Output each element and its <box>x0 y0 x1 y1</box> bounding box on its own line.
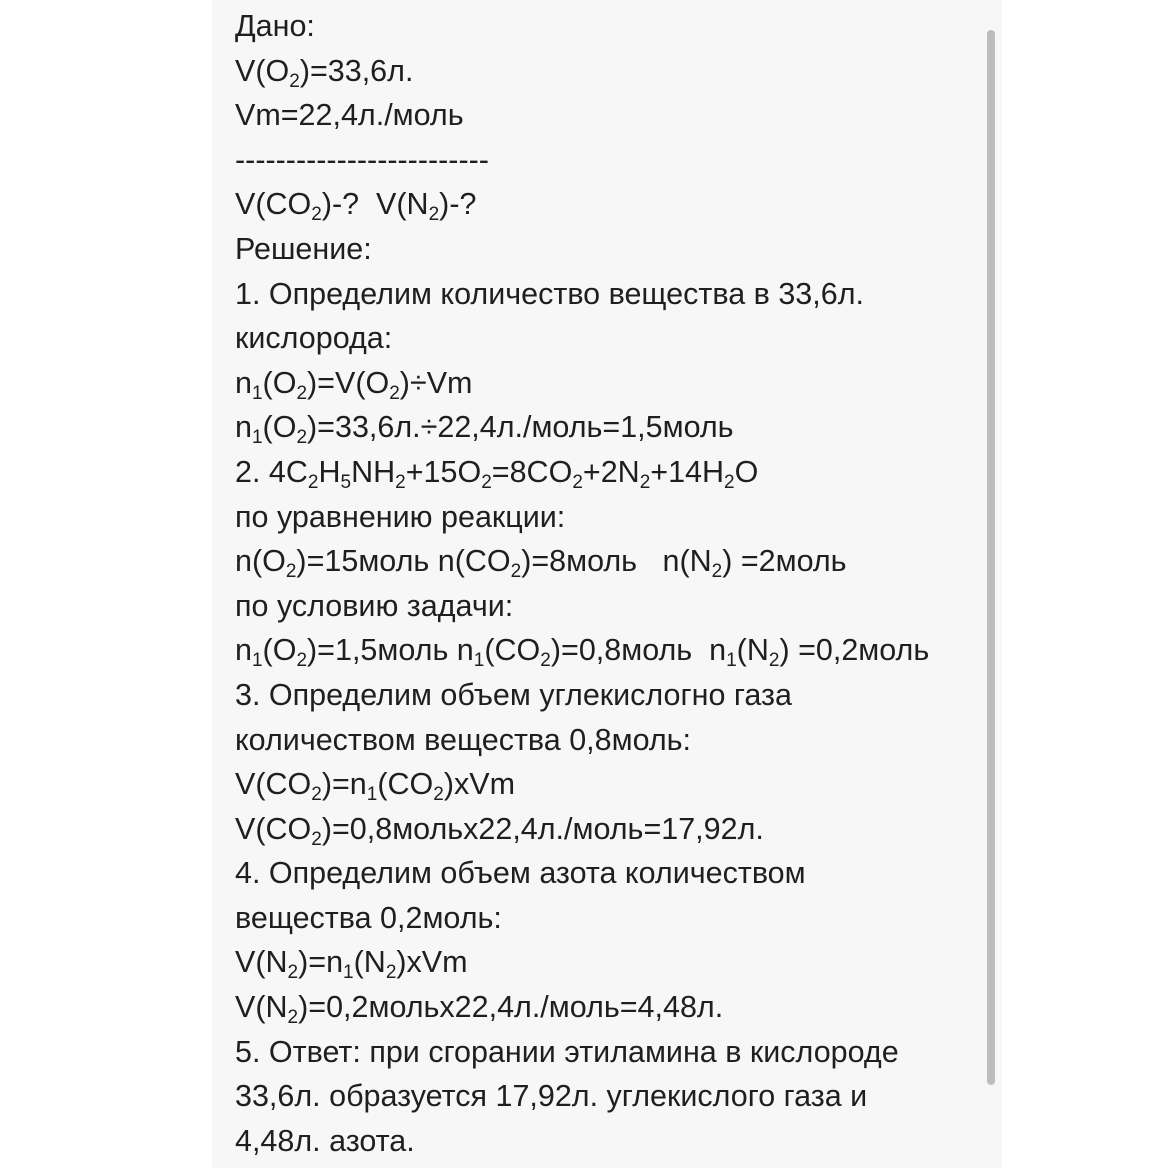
subscript: 2 <box>639 471 651 493</box>
text-line <box>235 1119 975 1164</box>
text-line <box>235 316 975 361</box>
subscript: 2 <box>285 561 297 583</box>
subscript: 2 <box>572 471 583 493</box>
text-segment: V(O <box>235 53 290 88</box>
text-segment: )=n <box>298 945 344 980</box>
subscript: 2 <box>385 962 397 984</box>
subscript: 2 <box>433 784 444 806</box>
text-line <box>235 272 975 317</box>
text-segment: )=33,6л.÷22,4л./моль=1,5моль <box>307 410 734 445</box>
text-segment: )=15моль n(CO <box>296 544 511 579</box>
text-segment: )=1,5моль n <box>307 633 474 668</box>
text-segment: n <box>235 410 252 445</box>
text-segment: Vm=22,4л./моль <box>235 98 464 133</box>
text-segment: кислорода: <box>235 321 393 356</box>
text-segment: )÷Vm <box>399 365 473 400</box>
subscript: 2 <box>289 70 300 92</box>
text-segment: 2. 4C <box>235 454 308 489</box>
text-segment: 4. Определим объем азота количеством <box>235 856 806 891</box>
text-line <box>235 361 975 406</box>
text-line <box>235 49 975 94</box>
text-line <box>235 450 975 495</box>
text-segment: ) =0,2моль <box>779 633 930 668</box>
text-segment: V(N <box>235 990 288 1025</box>
text-line <box>235 182 975 227</box>
text-line <box>235 1074 975 1119</box>
text-segment: )xVm <box>396 945 468 980</box>
subscript: 2 <box>428 204 440 226</box>
text-segment: +2N <box>582 454 640 489</box>
text-line <box>235 584 975 629</box>
text-line <box>235 762 975 807</box>
text-segment: вещества 0,2моль: <box>235 900 502 935</box>
text-segment: 1. Определим количество вещества в 33,6л. <box>235 276 864 311</box>
text-line <box>235 4 975 49</box>
text-line <box>235 628 975 673</box>
text-segment: (N <box>353 945 386 980</box>
subscript: 2 <box>768 650 780 672</box>
text-line <box>235 851 975 896</box>
text-line <box>235 1030 975 1075</box>
text-segment: ------------------------- <box>235 142 489 177</box>
subscript: 1 <box>726 650 737 672</box>
text-line <box>235 138 975 183</box>
subscript: 1 <box>251 427 263 449</box>
text-line <box>235 405 975 450</box>
text-segment: Решение: <box>235 231 372 266</box>
subscript: 2 <box>296 427 308 449</box>
text-line <box>235 495 975 540</box>
scrollbar[interactable] <box>987 30 995 1085</box>
subscript: 2 <box>311 828 322 850</box>
text-segment: )=0,8мольх22,4л./моль=17,92л. <box>321 811 764 846</box>
text-segment: +15O <box>405 454 482 489</box>
text-segment: V(CO <box>235 811 312 846</box>
subscript: 1 <box>251 650 263 672</box>
text-segment: NH <box>351 454 396 489</box>
subscript: 2 <box>296 382 308 404</box>
text-line <box>235 718 975 763</box>
text-line <box>235 673 975 718</box>
subscript: 2 <box>296 650 308 672</box>
text-segment: (CO <box>377 767 434 802</box>
solution-text <box>235 4 975 1163</box>
text-line <box>235 227 975 272</box>
subscript: 2 <box>395 471 406 493</box>
subscript: 2 <box>311 784 322 806</box>
text-segment: V(CO <box>235 187 312 222</box>
text-line <box>235 93 975 138</box>
subscript: 2 <box>540 650 551 672</box>
text-segment: (O <box>262 410 297 445</box>
text-line <box>235 807 975 852</box>
text-line <box>235 985 975 1030</box>
text-segment: количеством вещества 0,8моль: <box>235 722 692 757</box>
text-segment: )=0,2мольх22,4л./моль=4,48л. <box>298 990 724 1025</box>
text-segment: O <box>734 454 759 489</box>
text-segment: )=0,8моль n <box>550 633 727 668</box>
text-segment: по уравнению реакции: <box>235 499 566 534</box>
text-segment: 33,6л. образуется 17,92л. углекислого газа и <box>235 1079 868 1114</box>
text-segment: )=V(O <box>307 365 390 400</box>
text-segment: V(CO <box>235 767 312 802</box>
text-segment: (O <box>262 633 297 668</box>
text-segment: ) =2моль <box>722 544 847 579</box>
text-segment: 4,48л. азота. <box>235 1123 415 1158</box>
subscript: 5 <box>340 471 352 493</box>
text-segment: (CO <box>484 633 541 668</box>
text-segment: n <box>235 633 252 668</box>
subscript: 2 <box>307 471 319 493</box>
text-segment: )=8моль n(N <box>521 544 712 579</box>
text-segment: =8CO <box>491 454 573 489</box>
text-segment: )-? V(N <box>321 187 429 222</box>
text-line <box>235 539 975 584</box>
subscript: 1 <box>251 382 263 404</box>
text-segment: n <box>235 365 252 400</box>
text-segment: 3. Определим объем углекислогно газа <box>235 677 792 712</box>
text-segment: (N <box>736 633 769 668</box>
subscript: 2 <box>510 561 522 583</box>
text-segment: )-? <box>439 187 477 222</box>
text-segment: по условию задачи: <box>235 588 514 623</box>
text-segment: +14H <box>650 454 725 489</box>
subscript: 2 <box>711 561 723 583</box>
subscript: 2 <box>389 382 400 404</box>
subscript: 2 <box>724 471 735 493</box>
text-segment: )xVm <box>443 767 516 802</box>
subscript: 1 <box>366 784 378 806</box>
text-segment: )=33,6л. <box>299 53 414 88</box>
text-line <box>235 896 975 941</box>
subscript: 1 <box>343 962 354 984</box>
subscript: 2 <box>481 471 492 493</box>
subscript: 2 <box>287 962 299 984</box>
subscript: 1 <box>473 650 485 672</box>
subscript: 2 <box>311 204 322 226</box>
subscript: 2 <box>287 1007 299 1029</box>
text-line <box>235 940 975 985</box>
text-segment: )=n <box>321 767 367 802</box>
text-segment: H <box>318 454 341 489</box>
text-segment: 5. Ответ: при сгорании этиламина в кислороде <box>235 1034 899 1069</box>
text-segment: Дано: <box>235 9 315 43</box>
text-segment: n(O <box>235 544 286 579</box>
text-segment: V(N <box>235 945 288 980</box>
text-segment: (O <box>262 365 297 400</box>
